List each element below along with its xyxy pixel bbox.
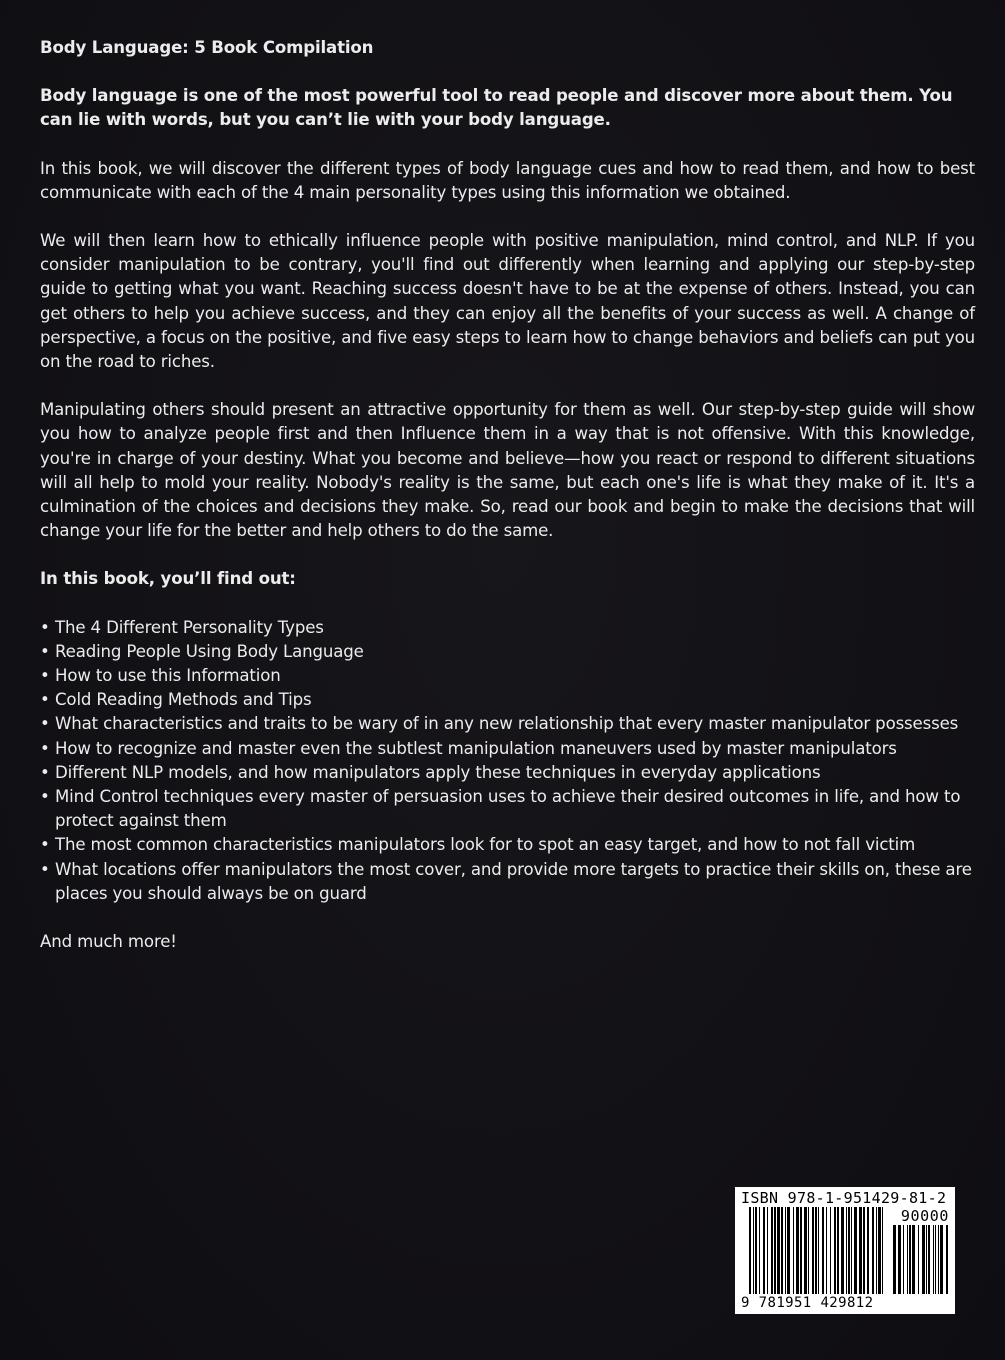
list-item-text: Reading People Using Body Language [55,641,364,661]
list-item-text: Mind Control techniques every master of persuasion uses to achieve their desired outcomes in life, and how to protect against them [55,787,961,831]
price-code: 90000 [900,1207,949,1225]
list-item [40,761,975,785]
paragraph-1: In this book, we will discover the different types of body language cues and how to read them, and how to best communicate with each of the 4 main personality types using this information we obtained. [40,158,975,202]
list-item [40,785,975,833]
list-item-text: What characteristics and traits to be wary of in any new relationship that every master manipulator possesses [55,714,959,734]
list-item-text: What locations offer manipulators the most cover, and provide more targets to practice their skills on, these are places you should always be on guard [55,859,972,903]
list-item [40,640,975,664]
closing-line: And much more! [40,932,177,952]
list-item [40,616,975,640]
bullet-icon: • [40,835,50,855]
list-item [40,664,975,688]
list-item-text: The 4 Different Personality Types [55,617,324,637]
bullet-icon: • [40,787,50,807]
isbn-label: ISBN 978-1-951429-81-2 [741,1189,947,1207]
bullet-icon: • [40,641,50,661]
list-item-text: The most common characteristics manipulators look for to spot an easy target, and how to not fall victim [55,835,916,855]
bullet-icon: • [40,859,50,879]
book-title: Body Language: 5 Book Compilation [40,38,374,57]
list-item-text: How to use this Information [55,666,281,686]
list-item [40,688,975,712]
barcode-addon-bars-icon [893,1225,949,1294]
paragraph-2: We will then learn how to ethically influence people with positive manipulation, mind control, and NLP. If you consider manipulation to be contrary, you'll find out differently when learning and applying our step-by-step guide to getting what you want. Reaching success doesn't have to be at the expense of others. Instead, you can get others to help you achieve success, and they can enjoy all the benefits of your success as well. A change of perspective, a focus on the positive, and five easy steps to learn how to change behaviors and beliefs can put you on the road to riches. [40,231,975,372]
bullet-icon: • [40,666,50,686]
list-heading: In this book, you’ll find out: [40,569,296,589]
list-item-text: Cold Reading Methods and Tips [55,690,312,710]
bullet-icon: • [40,690,50,710]
list-item [40,737,975,761]
paragraph-3: Manipulating others should present an attractive opportunity for them as well. Our step-by-step guide will show you how to analyze people first and then Influence them in a way that is not offensive. With this knowledge, you're in charge of your destiny. What you become and believe—how you react or respond to different situations will all help to mold your reality. Nobody's reality is the same, but each one's life is what they make of it. It's a culmination of the choices and decisions they make. So, read our book and begin to make the decisions that will change your life for the better and help others to do the same. [40,400,975,541]
list-item-text: How to recognize and master even the subtlest manipulation maneuvers used by master manipulators [55,738,897,758]
list-item-text: Different NLP models, and how manipulators apply these techniques in everyday applications [55,762,821,782]
list-item [40,712,975,736]
list-item [40,833,975,857]
list-item [40,858,975,906]
bullet-icon: • [40,738,50,758]
intro-paragraph: Body language is one of the most powerful tool to read people and discover more about them. You can lie with words, but you can’t lie with your body language. [40,86,953,130]
bullet-icon: • [40,617,50,637]
barcode-bars-icon [749,1207,885,1294]
bullet-icon: • [40,714,50,734]
isbn-barcode [735,1187,955,1314]
ean-digits: 9 781951 429812 [741,1295,874,1311]
feature-list [40,616,975,906]
blurb [40,36,975,954]
bullet-icon: • [40,762,50,782]
